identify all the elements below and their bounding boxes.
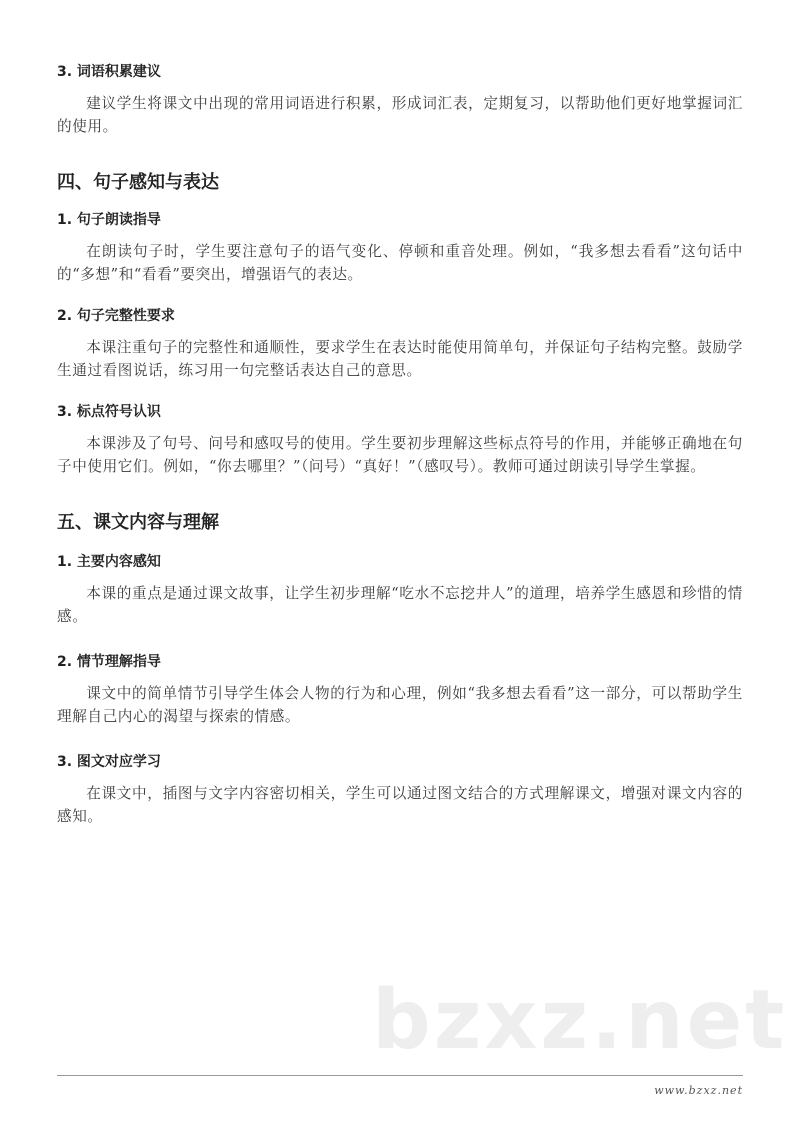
paragraph: 本课注重句子的完整性和通顺性，要求学生在表达时能使用简单句，并保证句子结构完整。鼓励学生通过看图说话，练习用一句完整话表达自己的意思。 <box>57 339 743 379</box>
paragraph: 在朗读句子时，学生要注意句子的语气变化、停顿和重音处理。例如，“我多想去看看”这句话中的“多想”和“看看”要突出，增强语气的表达。 <box>57 243 743 283</box>
subheading: 2. 句子完整性要求 <box>57 308 175 324</box>
subheading: 1. 句子朗读指导 <box>57 212 161 228</box>
subheading: 1. 主要内容感知 <box>57 554 161 570</box>
paragraph: 建议学生将课文中出现的常用词语进行积累，形成词汇表，定期复习，以帮助他们更好地掌握词汇的使用。 <box>57 95 743 135</box>
footer-divider <box>57 1075 743 1076</box>
subheading: 3. 词语积累建议 <box>57 64 161 80</box>
section-heading: 四、句子感知与表达 <box>57 172 219 193</box>
subheading: 3. 标点符号认识 <box>57 404 161 420</box>
subheading: 2. 情节理解指导 <box>57 654 161 670</box>
section-heading: 五、课文内容与理解 <box>57 512 219 533</box>
watermark: bzxz.net <box>372 973 788 1068</box>
paragraph: 本课的重点是通过课文故事，让学生初步理解“吃水不忘挖井人”的道理，培养学生感恩和珍惜的情感。 <box>57 585 743 625</box>
paragraph: 本课涉及了句号、问号和感叹号的使用。学生要初步理解这些标点符号的作用，并能够正确地在句子中使用它们。例如，“你去哪里？”（问号）“真好！”（感叹号）。教师可通过朗读引导学生掌握。 <box>57 435 743 475</box>
footer-url: www.bzxz.net <box>654 1084 743 1097</box>
paragraph: 课文中的简单情节引导学生体会人物的行为和心理，例如“我多想去看看”这一部分，可以帮助学生理解自己内心的渴望与探索的情感。 <box>57 685 743 725</box>
subheading: 3. 图文对应学习 <box>57 754 161 770</box>
paragraph: 在课文中，插图与文字内容密切相关，学生可以通过图文结合的方式理解课文，增强对课文内容的感知。 <box>57 785 743 825</box>
document-body <box>57 60 743 828</box>
